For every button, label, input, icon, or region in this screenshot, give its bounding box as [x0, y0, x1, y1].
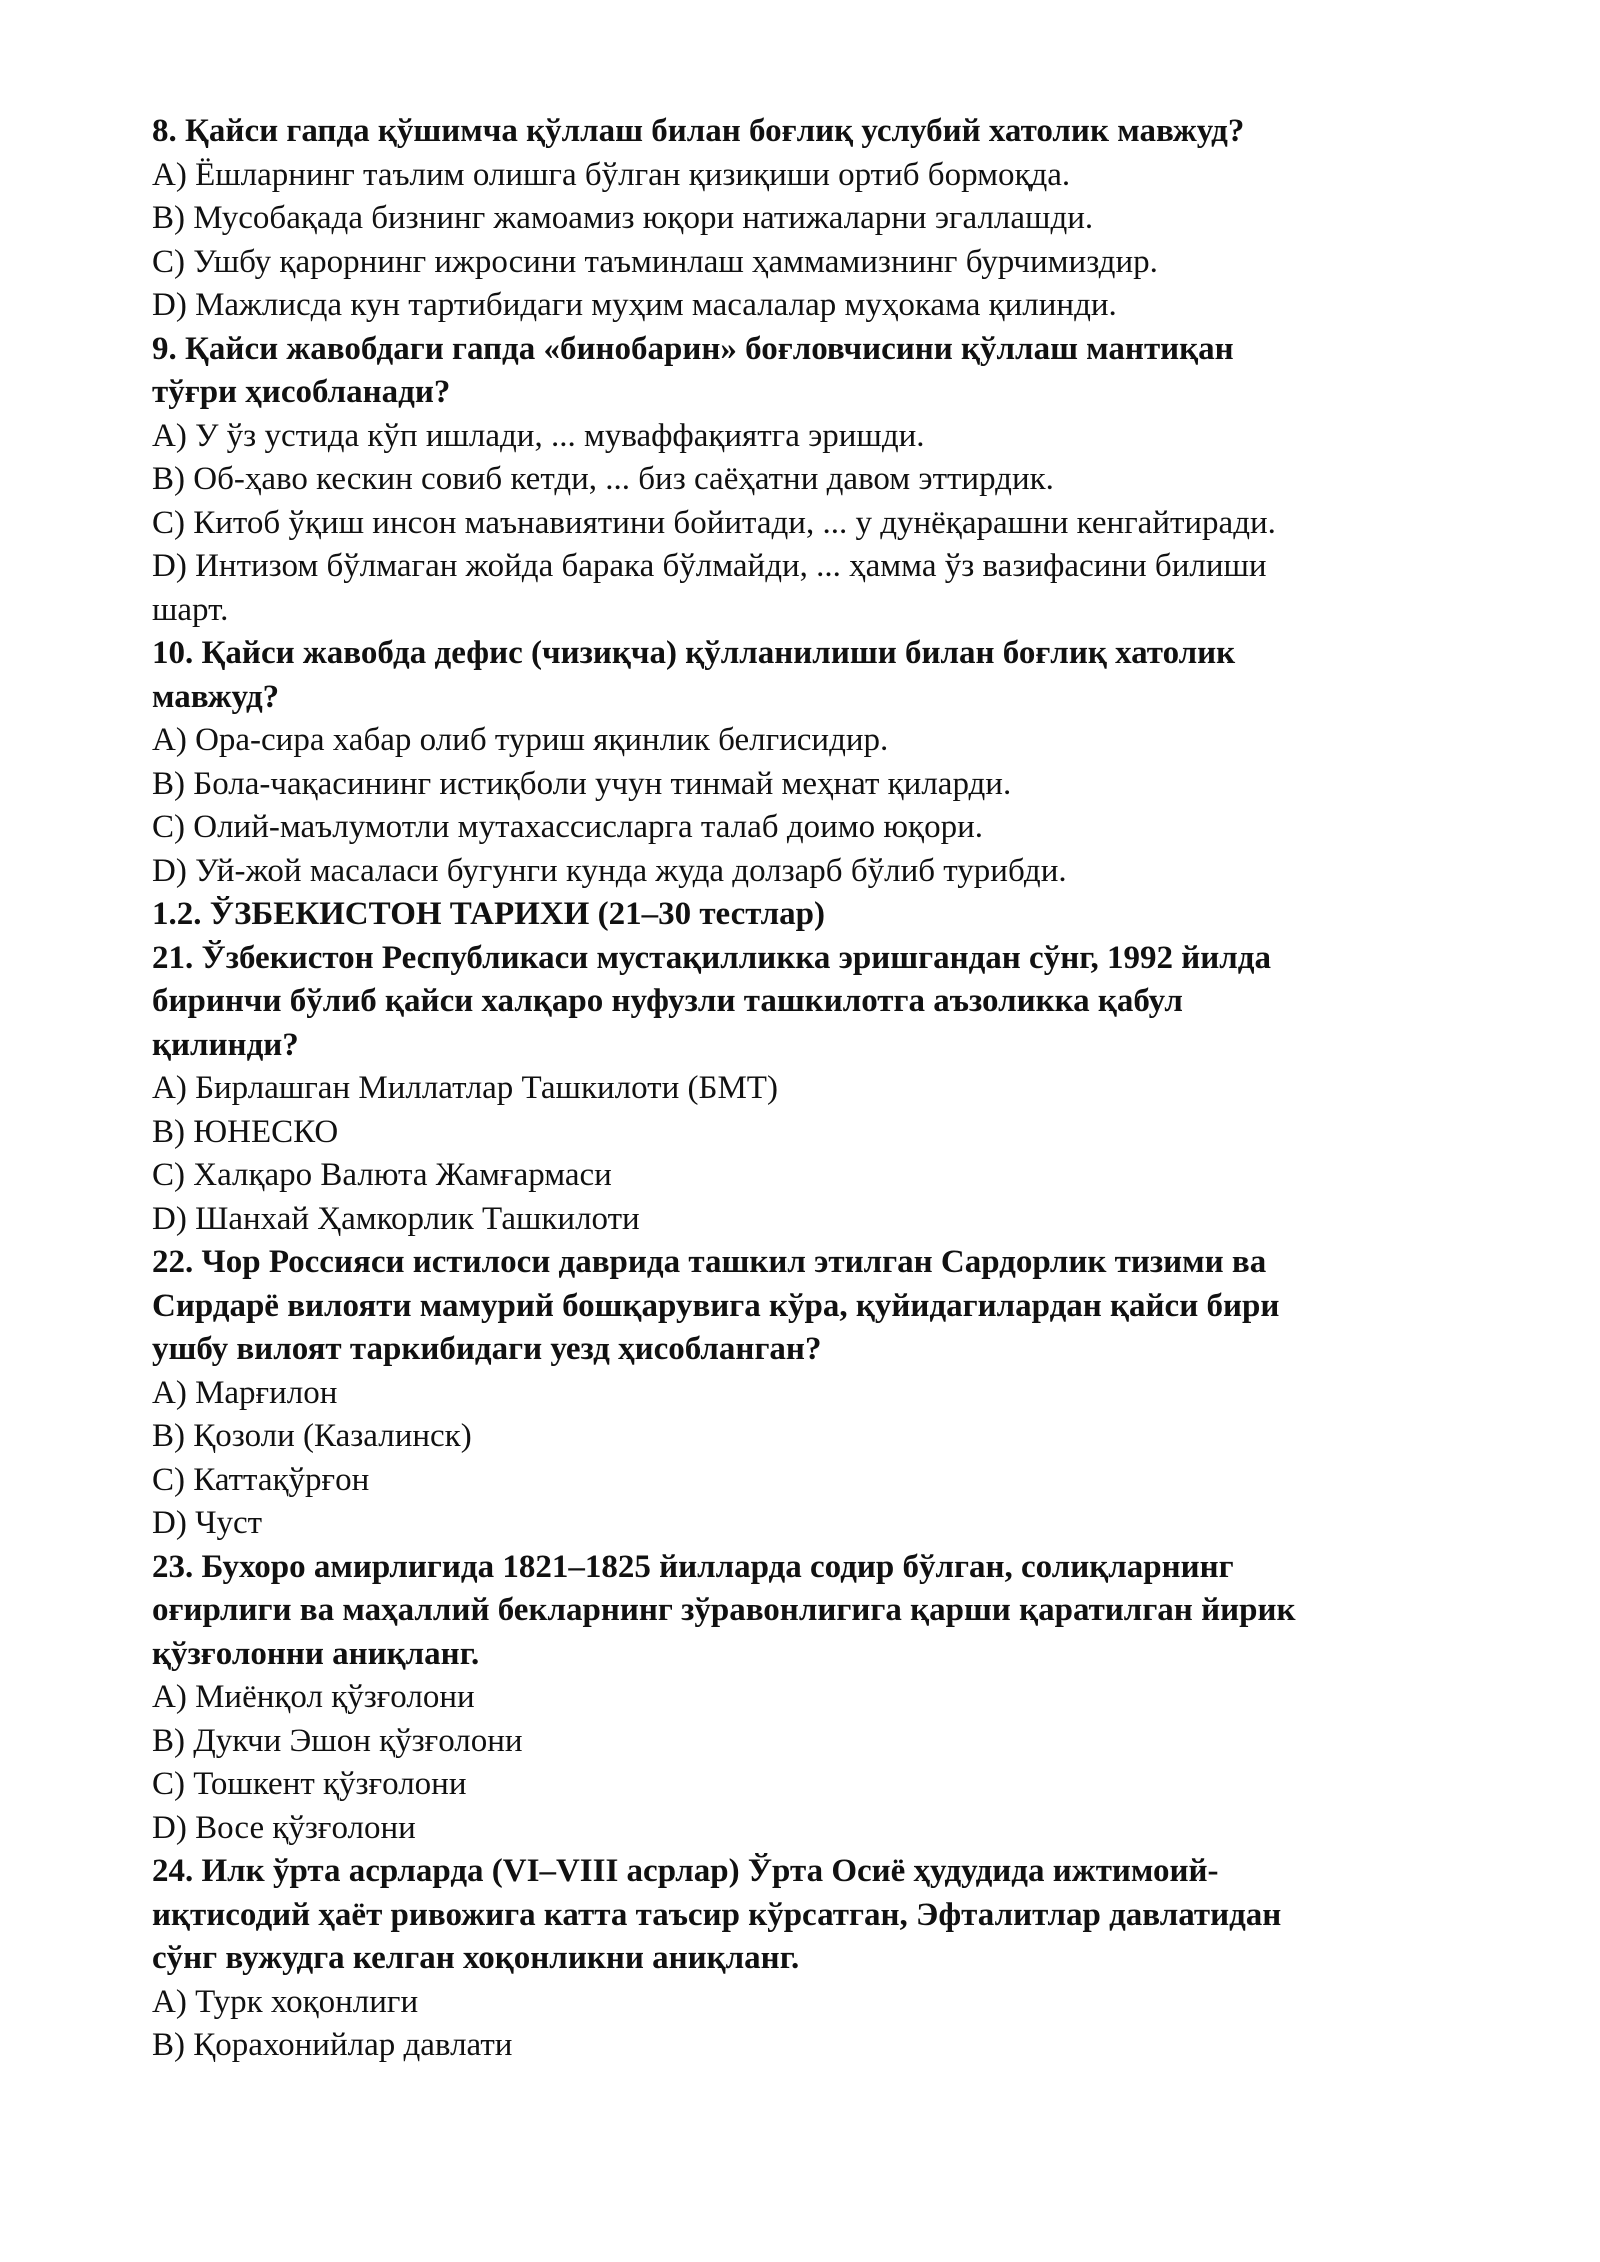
answer-option: B) Қозоли (Казалинск)	[152, 1418, 472, 1454]
answer-option: A) Турк хоқонлиги	[152, 1983, 419, 2020]
answer-option: B) Дукчи Эшон қўзғолони	[152, 1722, 523, 1759]
question-line: қилинди?	[152, 1026, 299, 1063]
question-line: 9. Қайси жавобдаги гапда «бинобарин» боғловчисини қўллаш мантиқан	[152, 330, 1234, 367]
answer-option: B) Мусобақада бизнинг жамоамиз юқори натижаларни эгаллашди.	[152, 200, 1094, 236]
answer-option: D) Мажлисда кун тартибидаги муҳим масалалар муҳокама қилинди.	[152, 287, 1117, 323]
answer-option: A) Ёшларнинг таълим олишга бўлган қизиқиши ортиб бормоқда.	[152, 156, 1071, 193]
question-line: қўзғолонни аниқланг.	[152, 1635, 480, 1672]
answer-option: B) Қорахонийлар давлати	[152, 2027, 513, 2063]
answer-option: B) ЮНЕСКО	[152, 1113, 339, 1150]
answer-option: A) Марғилон	[152, 1374, 338, 1411]
question-line: 23. Бухоро амирлигида 1821–1825 йилларда содир бўлган, солиқларнинг	[152, 1548, 1234, 1585]
question-line: 24. Илк ўрта асрларда (VI–VIII асрлар) Ўрта Осиё ҳудудида ижтимоий-	[152, 1853, 1219, 1889]
answer-option: D) Чуст	[152, 1505, 263, 1541]
answer-option: D) Восе қўзғолони	[152, 1809, 416, 1846]
question-line: 10. Қайси жавобда дефис (чизиқча) қўлланилиши билан боғлиқ хатолик	[152, 635, 1236, 671]
question-line: 21. Ўзбекистон Республикаси мустақилликка эришгандан сўнг, 1992 йилда	[152, 939, 1271, 976]
answer-option: C) Олий-маълумотли мутахассисларга талаб доимо юқори.	[152, 809, 983, 845]
answer-option: A) Миёнқол қўзғолони	[152, 1679, 475, 1715]
question-line: биринчи бўлиб қайси халқаро нуфузли ташкилотга аъзоликка қабул	[152, 983, 1183, 1019]
answer-option: D) Уй-жой масаласи бугунги кунда жуда долзарб бўлиб турибди.	[152, 852, 1067, 889]
question-line: 8. Қайси гапда қўшимча қўллаш билан боғлиқ услубий хатолик мавжуд?	[152, 113, 1245, 149]
question-line: мавжуд?	[152, 678, 280, 715]
question-line: иқтисодий ҳаёт ривожига катта таъсир кўрсатган, Эфталитлар давлатидан	[152, 1896, 1282, 1933]
section-heading: 1.2. ЎЗБЕКИСТОН ТАРИХИ (21–30 тестлар)	[152, 896, 825, 932]
answer-option: D) Интизом бўлмаган жойда барака бўлмайди, ... ҳамма ўз вазифасини билиши	[152, 548, 1267, 584]
answer-option: D) Шанхай Ҳамкорлик Ташкилоти	[152, 1200, 640, 1237]
question-line: Сирдарё вилояти мамурий бошқарувига кўра, қуйидагилардан қайси бири	[152, 1287, 1280, 1324]
question-line: тўғри ҳисобланади?	[152, 374, 451, 410]
answer-option: C) Китоб ўқиш инсон маънавиятини бойитади, ... у дунёқарашни кенгайтиради.	[152, 504, 1276, 541]
answer-option: C) Халқаро Валюта Жамғармаси	[152, 1157, 612, 1193]
question-line: оғирлиги ва маҳаллий бекларнинг зўравонлигига қарши қаратилган йирик	[152, 1592, 1296, 1628]
question-line: сўнг вужудга келган хоқонликни аниқланг.	[152, 1940, 800, 1976]
answer-option: A) Ора-сира хабар олиб туриш яқинлик белгисидир.	[152, 722, 889, 758]
answer-option: C) Тошкент қўзғолони	[152, 1766, 467, 1802]
answer-option: B) Об-ҳаво кескин совиб кетди, ... биз саёҳатни давом эттирдик.	[152, 461, 1054, 497]
answer-option: шарт.	[152, 591, 229, 628]
answer-option: A) У ўз устида кўп ишлади, ... муваффақиятга эришди.	[152, 417, 925, 454]
answer-option: A) Бирлашган Миллатлар Ташкилоти (БМТ)	[152, 1070, 778, 1106]
question-line: 22. Чор Россияси истилоси даврида ташкил этилган Сардорлик тизими ва	[152, 1244, 1267, 1280]
answer-option: C) Ушбу қарорнинг ижросини таъминлаш ҳаммамизнинг бурчимиздир.	[152, 243, 1158, 280]
answer-option: B) Бола-чақасининг истиқболи учун тинмай меҳнат қиларди.	[152, 765, 1012, 802]
question-line: ушбу вилоят таркибидаги уезд ҳисобланган?	[152, 1331, 822, 1367]
answer-option: C) Каттақўрғон	[152, 1461, 370, 1498]
